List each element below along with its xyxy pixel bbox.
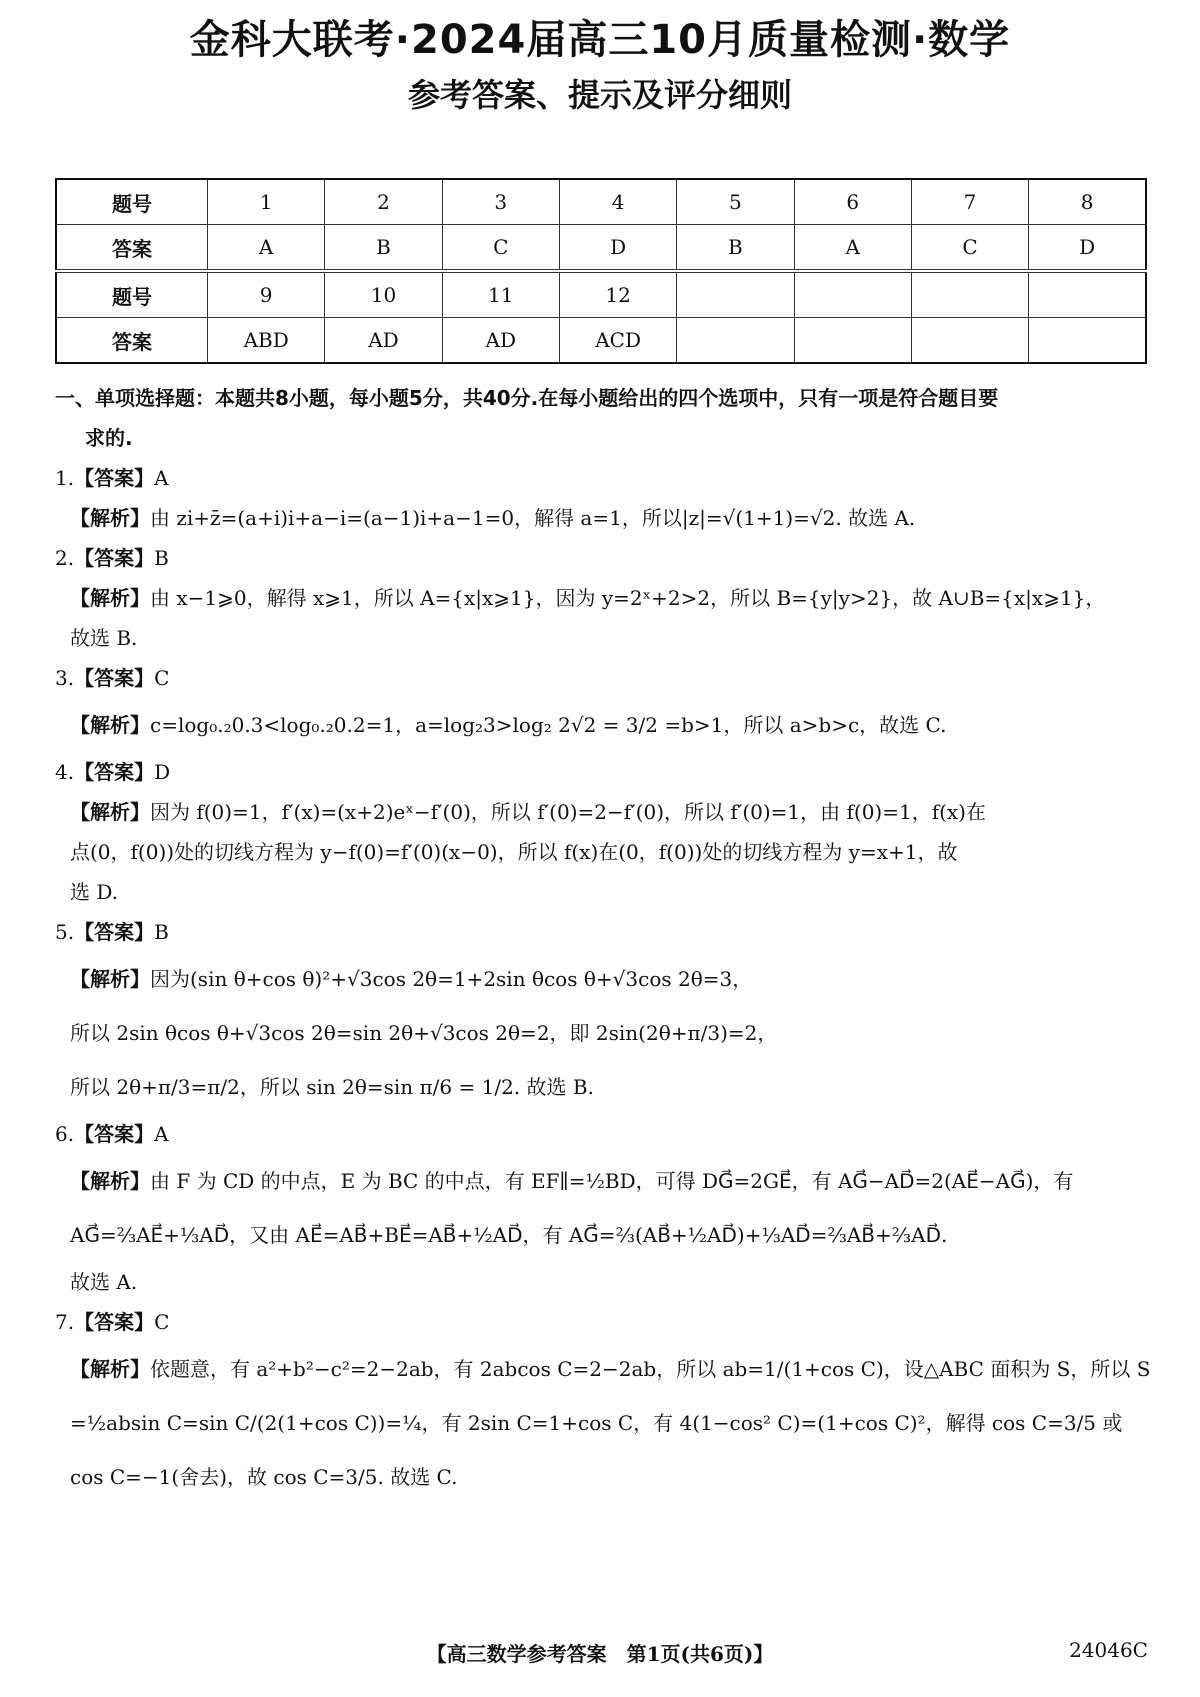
solution-text: 所以 2θ+π/3=π/2，所以 sin 2θ=sin π/6 = 1/2. 故选 B.	[70, 1075, 594, 1099]
answer-line	[55, 1114, 1155, 1154]
item-number: 7.	[55, 1310, 75, 1334]
item-number: 6.	[55, 1122, 75, 1146]
solution-line	[55, 618, 1155, 658]
solution-text: 因为(sin θ+cos θ)²+√3cos 2θ=1+2sin θcos θ+√3cos 2θ=3，	[150, 967, 753, 991]
section-heading-line: 求的.	[85, 426, 133, 450]
row-label: 题号	[56, 179, 208, 225]
analysis-tag: 【解析】	[70, 967, 150, 991]
table-cell	[911, 271, 1028, 318]
solution-text: 依题意，有 a²+b²−c²=2−2ab，有 2abcos C=2−2ab，所以 ab=1/(1+cos C)，设△ABC 面积为 S，所以 S	[150, 1357, 1151, 1381]
table-cell: ABD	[208, 318, 325, 364]
answer-tag: 【答案】	[74, 666, 155, 690]
solution-line	[55, 1262, 1155, 1302]
solution-line	[55, 832, 1155, 872]
table-cell: 11	[442, 271, 559, 318]
analysis-tag: 【解析】	[70, 1169, 150, 1193]
solution-text: 因为 f(0)=1，f′(x)=(x+2)eˣ−f′(0)，所以 f′(0)=2−f′(0)，所以 f′(0)=1，由 f(0)=1，f(x)在	[150, 800, 986, 824]
analysis-tag: 【解析】	[70, 1357, 150, 1381]
solution-line	[55, 792, 1155, 832]
answer-tag: 【答案】	[74, 760, 155, 784]
solution-line	[55, 578, 1155, 618]
page-subtitle: 参考答案、提示及评分细则	[407, 76, 792, 114]
table-cell: 2	[325, 179, 442, 225]
table-cell	[794, 318, 911, 364]
table-row	[56, 318, 1146, 364]
solution-text: 故选 B.	[70, 626, 138, 650]
answer-tag: 【答案】	[74, 920, 155, 944]
solution-text: =½absin C=sin C/(2(1+cos C))=¼，有 2sin C=1+cos C，有 4(1−cos² C)=(1+cos C)²，解得 cos C=3/5 或	[70, 1411, 1123, 1435]
row-label: 答案	[56, 225, 208, 272]
table-cell: AD	[442, 318, 559, 364]
table-cell	[794, 271, 911, 318]
answer-line	[55, 658, 1155, 698]
solution-line	[55, 1208, 1155, 1262]
solution-text: 点(0，f(0))处的切线方程为 y−f(0)=f′(0)(x−0)，所以 f(x)在(0，f(0))处的切线方程为 y=x+1，故	[70, 840, 958, 864]
table-cell: AD	[325, 318, 442, 364]
item-number: 2.	[55, 546, 75, 570]
answer-line	[55, 912, 1155, 952]
table-row	[56, 179, 1146, 225]
table-cell: 12	[559, 271, 676, 318]
answer-tag: 【答案】	[74, 1122, 155, 1146]
table-cell: 1	[208, 179, 325, 225]
page-title: 金科大联考·2024届高三10月质量检测·数学	[189, 17, 1011, 63]
analysis-tag: 【解析】	[70, 800, 150, 824]
table-cell	[677, 271, 794, 318]
solution-text: 选 D.	[70, 880, 119, 904]
solution-line	[55, 1396, 1155, 1450]
section-heading-line: 一、单项选择题：本题共8小题，每小题5分，共40分.在每小题给出的四个选项中，只有一项是符合题目要	[55, 386, 999, 410]
answer-value: B	[154, 920, 169, 944]
table-cell: D	[1029, 225, 1146, 272]
solution-text: 由 zi+z̄=(a+i)i+a−i=(a−1)i+a−1=0，解得 a=1，所以|z|=√(1+1)=√2. 故选 A.	[150, 506, 916, 530]
answer-value: A	[154, 466, 169, 490]
item-number: 4.	[55, 760, 75, 784]
solution-line	[55, 1450, 1155, 1504]
table-cell: 10	[325, 271, 442, 318]
analysis-tag: 【解析】	[70, 713, 150, 737]
solution-line	[55, 952, 1155, 1006]
table-cell: C	[442, 225, 559, 272]
item-number: 5.	[55, 920, 75, 944]
table-cell: C	[911, 225, 1028, 272]
table-cell: B	[677, 225, 794, 272]
solution-text: 由 F 为 CD 的中点，E 为 BC 的中点，有 EF∥=½BD，可得 DG⃗=2GE⃗，有 AG⃗−AD⃗=2(AE⃗−AG⃗)，有	[150, 1169, 1074, 1193]
table-cell: B	[325, 225, 442, 272]
answer-line	[55, 752, 1155, 792]
solutions	[55, 378, 1155, 1504]
answer-line	[55, 458, 1155, 498]
table-cell	[1029, 318, 1146, 364]
table-row	[56, 271, 1146, 318]
answer-table	[55, 178, 1147, 364]
table-cell: 6	[794, 179, 911, 225]
solution-text: 由 x−1⩾0，解得 x⩾1，所以 A={x|x⩾1}，因为 y=2ˣ+2>2，所以 B={y|y>2}，故 A∪B={x|x⩾1}，	[150, 586, 1106, 610]
solution-line	[55, 1342, 1155, 1396]
answer-value: D	[154, 760, 171, 784]
solution-text: AG⃗=⅔AE⃗+⅓AD⃗，又由 AE⃗=AB⃗+BE⃗=AB⃗+½AD⃗，有 AG⃗=⅔(AB⃗+½AD⃗)+⅓AD⃗=⅔AB⃗+⅔AD⃗.	[70, 1223, 948, 1247]
answer-value: B	[154, 546, 169, 570]
solution-text: 故选 A.	[70, 1270, 138, 1294]
analysis-tag: 【解析】	[70, 506, 150, 530]
solution-line	[55, 1060, 1155, 1114]
answer-tag: 【答案】	[74, 546, 155, 570]
answer-line	[55, 538, 1155, 578]
table-row	[56, 225, 1146, 272]
answer-value: A	[154, 1122, 169, 1146]
solution-line	[55, 698, 1155, 752]
page-footer: 【高三数学参考答案 第1页(共6页)】	[426, 1642, 774, 1666]
table-cell	[677, 318, 794, 364]
table-cell: 7	[911, 179, 1028, 225]
solution-text: cos C=−1(舍去)，故 cos C=3/5. 故选 C.	[70, 1465, 458, 1489]
table-cell: 4	[559, 179, 676, 225]
table-cell: 3	[442, 179, 559, 225]
section-heading	[55, 378, 1155, 458]
solution-line	[55, 872, 1155, 912]
table-cell: 5	[677, 179, 794, 225]
solution-text: 所以 2sin θcos θ+√3cos 2θ=sin 2θ+√3cos 2θ=2，即 2sin(2θ+π/3)=2，	[70, 1021, 778, 1045]
table-cell: A	[794, 225, 911, 272]
table-cell	[1029, 271, 1146, 318]
solution-line	[55, 1154, 1155, 1208]
solution-line	[55, 498, 1155, 538]
table-cell: A	[208, 225, 325, 272]
answer-tag: 【答案】	[74, 1310, 155, 1334]
item-number: 3.	[55, 666, 75, 690]
item-number: 1.	[55, 466, 75, 490]
answer-tag: 【答案】	[74, 466, 155, 490]
table-cell: ACD	[559, 318, 676, 364]
document-code: 24046C	[1069, 1638, 1148, 1662]
solution-line	[55, 1006, 1155, 1060]
table-cell	[911, 318, 1028, 364]
answer-line	[55, 1302, 1155, 1342]
table-cell: 8	[1029, 179, 1146, 225]
answer-value: C	[154, 1310, 170, 1334]
row-label: 答案	[56, 318, 208, 364]
analysis-tag: 【解析】	[70, 586, 150, 610]
table-cell: 9	[208, 271, 325, 318]
row-label: 题号	[56, 271, 208, 318]
answer-value: C	[154, 666, 170, 690]
solution-text: c=log₀.₂0.3<log₀.₂0.2=1，a=log₂3>log₂ 2√2 = 3/2 =b>1，所以 a>b>c，故选 C.	[150, 713, 947, 737]
table-cell: D	[559, 225, 676, 272]
